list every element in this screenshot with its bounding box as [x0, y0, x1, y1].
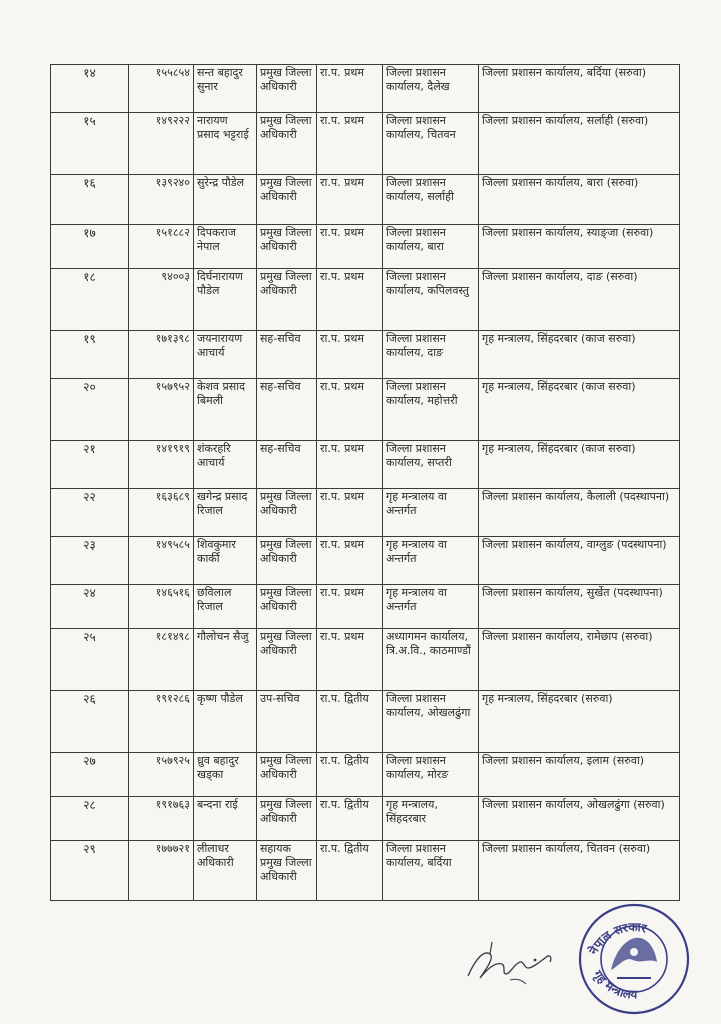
grade-cell: रा.प. प्रथम: [317, 379, 383, 441]
symbol-number-cell: १५१८८२: [129, 225, 194, 269]
employee-name-cell: खगेन्द्र प्रसाद रिजाल: [194, 489, 257, 537]
serial-number-cell: २८: [51, 797, 129, 841]
grade-cell: रा.प. प्रथम: [317, 113, 383, 175]
post-cell: सहायक प्रमुख जिल्ला अधिकारी: [257, 841, 317, 901]
serial-number-cell: १८: [51, 269, 129, 331]
new-office-cell: गृह मन्त्रालय, सिंहदरबार (काज सरुवा): [479, 441, 680, 489]
post-cell: प्रमुख जिल्ला अधिकारी: [257, 489, 317, 537]
grade-cell: रा.प. द्वितीय: [317, 841, 383, 901]
new-office-cell: जिल्ला प्रशासन कार्यालय, सर्लाही (सरुवा): [479, 113, 680, 175]
employee-name-cell: दिपकराज नेपाल: [194, 225, 257, 269]
employee-name-cell: दिर्घनारायण पौडेल: [194, 269, 257, 331]
post-cell: प्रमुख जिल्ला अधिकारी: [257, 113, 317, 175]
post-cell: प्रमुख जिल्ला अधिकारी: [257, 65, 317, 113]
current-office-cell: जिल्ला प्रशासन कार्यालय, दैलेख: [383, 65, 479, 113]
current-office-cell: जिल्ला प्रशासन कार्यालय, कपिलवस्तु: [383, 269, 479, 331]
new-office-cell: जिल्ला प्रशासन कार्यालय, सुर्खेत (पदस्थापना): [479, 585, 680, 629]
post-cell: प्रमुख जिल्ला अधिकारी: [257, 797, 317, 841]
new-office-cell: जिल्ला प्रशासन कार्यालय, बर्दिया (सरुवा): [479, 65, 680, 113]
grade-cell: रा.प. प्रथम: [317, 269, 383, 331]
table-row: [51, 269, 680, 331]
table-row: [51, 225, 680, 269]
table-row: [51, 691, 680, 753]
symbol-number-cell: १४६५१६: [129, 585, 194, 629]
symbol-number-cell: ९४००३: [129, 269, 194, 331]
serial-number-cell: १९: [51, 331, 129, 379]
symbol-number-cell: १७१३९८: [129, 331, 194, 379]
new-office-cell: जिल्ला प्रशासन कार्यालय, रामेछाप (सरुवा): [479, 629, 680, 691]
current-office-cell: जिल्ला प्रशासन कार्यालय, महोत्तरी: [383, 379, 479, 441]
grade-cell: रा.प. प्रथम: [317, 331, 383, 379]
current-office-cell: जिल्ला प्रशासन कार्यालय, बारा: [383, 225, 479, 269]
employee-name-cell: शंकरहरि आचार्य: [194, 441, 257, 489]
symbol-number-cell: १९१२८६: [129, 691, 194, 753]
serial-number-cell: २७: [51, 753, 129, 797]
new-office-cell: गृह मन्त्रालय, सिंहदरबार (सरुवा): [479, 691, 680, 753]
new-office-cell: गृह मन्त्रालय, सिंहदरबार (काज सरुवा): [479, 379, 680, 441]
table-row: [51, 175, 680, 225]
serial-number-cell: २३: [51, 537, 129, 585]
grade-cell: रा.प. प्रथम: [317, 65, 383, 113]
post-cell: सह-सचिव: [257, 379, 317, 441]
serial-number-cell: २५: [51, 629, 129, 691]
serial-number-cell: २२: [51, 489, 129, 537]
new-office-cell: जिल्ला प्रशासन कार्यालय, कैलाली (पदस्थापना): [479, 489, 680, 537]
signature: [462, 928, 572, 992]
new-office-cell: जिल्ला प्रशासन कार्यालय, इलाम (सरुवा): [479, 753, 680, 797]
symbol-number-cell: १५७९२५: [129, 753, 194, 797]
post-cell: प्रमुख जिल्ला अधिकारी: [257, 585, 317, 629]
grade-cell: रा.प. प्रथम: [317, 629, 383, 691]
symbol-number-cell: १७७७२१: [129, 841, 194, 901]
symbol-number-cell: १६३६८९: [129, 489, 194, 537]
grade-cell: रा.प. प्रथम: [317, 225, 383, 269]
serial-number-cell: २६: [51, 691, 129, 753]
employee-name-cell: जयनारायण आचार्य: [194, 331, 257, 379]
table-row: [51, 841, 680, 901]
grade-cell: रा.प. द्वितीय: [317, 691, 383, 753]
post-cell: उप-सचिव: [257, 691, 317, 753]
symbol-number-cell: १५७९५२: [129, 379, 194, 441]
current-office-cell: गृह मन्त्रालय वा अन्तर्गत: [383, 585, 479, 629]
grade-cell: रा.प. द्वितीय: [317, 753, 383, 797]
table-row: [51, 585, 680, 629]
post-cell: प्रमुख जिल्ला अधिकारी: [257, 225, 317, 269]
employee-name-cell: नारायण प्रसाद भट्टराई: [194, 113, 257, 175]
serial-number-cell: २९: [51, 841, 129, 901]
post-cell: सह-सचिव: [257, 331, 317, 379]
current-office-cell: जिल्ला प्रशासन कार्यालय, सप्तरी: [383, 441, 479, 489]
table-row: [51, 629, 680, 691]
employee-name-cell: केशव प्रसाद बिमली: [194, 379, 257, 441]
current-office-cell: जिल्ला प्रशासन कार्यालय, सर्लाही: [383, 175, 479, 225]
grade-cell: रा.प. प्रथम: [317, 175, 383, 225]
seal-top-text: नेपाल सरकार: [586, 920, 648, 957]
grade-cell: रा.प. प्रथम: [317, 441, 383, 489]
current-office-cell: जिल्ला प्रशासन कार्यालय, दाङ: [383, 331, 479, 379]
table-row: [51, 379, 680, 441]
table-row: [51, 441, 680, 489]
employee-name-cell: छविलाल रिजाल: [194, 585, 257, 629]
employee-name-cell: बन्दना राई: [194, 797, 257, 841]
post-cell: सह-सचिव: [257, 441, 317, 489]
employee-name-cell: सन्त बहादुर सुनार: [194, 65, 257, 113]
current-office-cell: जिल्ला प्रशासन कार्यालय, चितवन: [383, 113, 479, 175]
post-cell: प्रमुख जिल्ला अधिकारी: [257, 753, 317, 797]
serial-number-cell: २१: [51, 441, 129, 489]
table-row: [51, 753, 680, 797]
serial-number-cell: २४: [51, 585, 129, 629]
employee-name-cell: लीलाधर अधिकारी: [194, 841, 257, 901]
employee-name-cell: गौलोचन सैजु: [194, 629, 257, 691]
table-row: [51, 489, 680, 537]
current-office-cell: जिल्ला प्रशासन कार्यालय, बर्दिया: [383, 841, 479, 901]
new-office-cell: जिल्ला प्रशासन कार्यालय, वाग्लुङ (पदस्थापना): [479, 537, 680, 585]
table-row: [51, 797, 680, 841]
serial-number-cell: १५: [51, 113, 129, 175]
post-cell: प्रमुख जिल्ला अधिकारी: [257, 629, 317, 691]
table-row: [51, 537, 680, 585]
symbol-number-cell: १५५८५४: [129, 65, 194, 113]
post-cell: प्रमुख जिल्ला अधिकारी: [257, 269, 317, 331]
symbol-number-cell: १९१७६३: [129, 797, 194, 841]
new-office-cell: जिल्ला प्रशासन कार्यालय, ओखलढुंगा (सरुवा): [479, 797, 680, 841]
serial-number-cell: २०: [51, 379, 129, 441]
new-office-cell: गृह मन्त्रालय, सिंहदरबार (काज सरुवा): [479, 331, 680, 379]
serial-number-cell: १६: [51, 175, 129, 225]
emblem-icon: [611, 938, 657, 978]
grade-cell: रा.प. द्वितीय: [317, 797, 383, 841]
symbol-number-cell: १८१४९८: [129, 629, 194, 691]
new-office-cell: जिल्ला प्रशासन कार्यालय, चितवन (सरुवा): [479, 841, 680, 901]
table-row: [51, 331, 680, 379]
current-office-cell: गृह मन्त्रालय वा अन्तर्गत: [383, 489, 479, 537]
new-office-cell: जिल्ला प्रशासन कार्यालय, दाङ (सरुवा): [479, 269, 680, 331]
symbol-number-cell: १४१९१९: [129, 441, 194, 489]
table-row: [51, 113, 680, 175]
table-row: [51, 65, 680, 113]
new-office-cell: जिल्ला प्रशासन कार्यालय, स्याङ्जा (सरुवा): [479, 225, 680, 269]
employee-name-cell: सुरेन्द्र पौडेल: [194, 175, 257, 225]
current-office-cell: जिल्ला प्रशासन कार्यालय, मोरङ: [383, 753, 479, 797]
serial-number-cell: १७: [51, 225, 129, 269]
new-office-cell: जिल्ला प्रशासन कार्यालय, बारा (सरुवा): [479, 175, 680, 225]
current-office-cell: गृह मन्त्रालय वा अन्तर्गत: [383, 537, 479, 585]
symbol-number-cell: १४९५८५: [129, 537, 194, 585]
employee-name-cell: कृष्ण पौडेल: [194, 691, 257, 753]
ministry-seal: [575, 900, 693, 1018]
grade-cell: रा.प. प्रथम: [317, 489, 383, 537]
serial-number-cell: १४: [51, 65, 129, 113]
current-office-cell: जिल्ला प्रशासन कार्यालय, ओखलढुंगा: [383, 691, 479, 753]
seal-bottom-text: गृह मन्त्रालय: [590, 968, 638, 1002]
employee-name-cell: शिवकुमार कार्की: [194, 537, 257, 585]
employee-name-cell: ध्रुव बहादुर खड्का: [194, 753, 257, 797]
post-cell: प्रमुख जिल्ला अधिकारी: [257, 537, 317, 585]
symbol-number-cell: १४९२२२: [129, 113, 194, 175]
current-office-cell: गृह मन्त्रालय, सिंहदरबार: [383, 797, 479, 841]
current-office-cell: अध्यागमन कार्यालय, त्रि.अ.वि., काठमाण्डौं: [383, 629, 479, 691]
grade-cell: रा.प. प्रथम: [317, 585, 383, 629]
grade-cell: रा.प. प्रथम: [317, 537, 383, 585]
post-cell: प्रमुख जिल्ला अधिकारी: [257, 175, 317, 225]
symbol-number-cell: १३९२४०: [129, 175, 194, 225]
table-body: [51, 65, 680, 901]
transfer-table: [50, 64, 680, 901]
